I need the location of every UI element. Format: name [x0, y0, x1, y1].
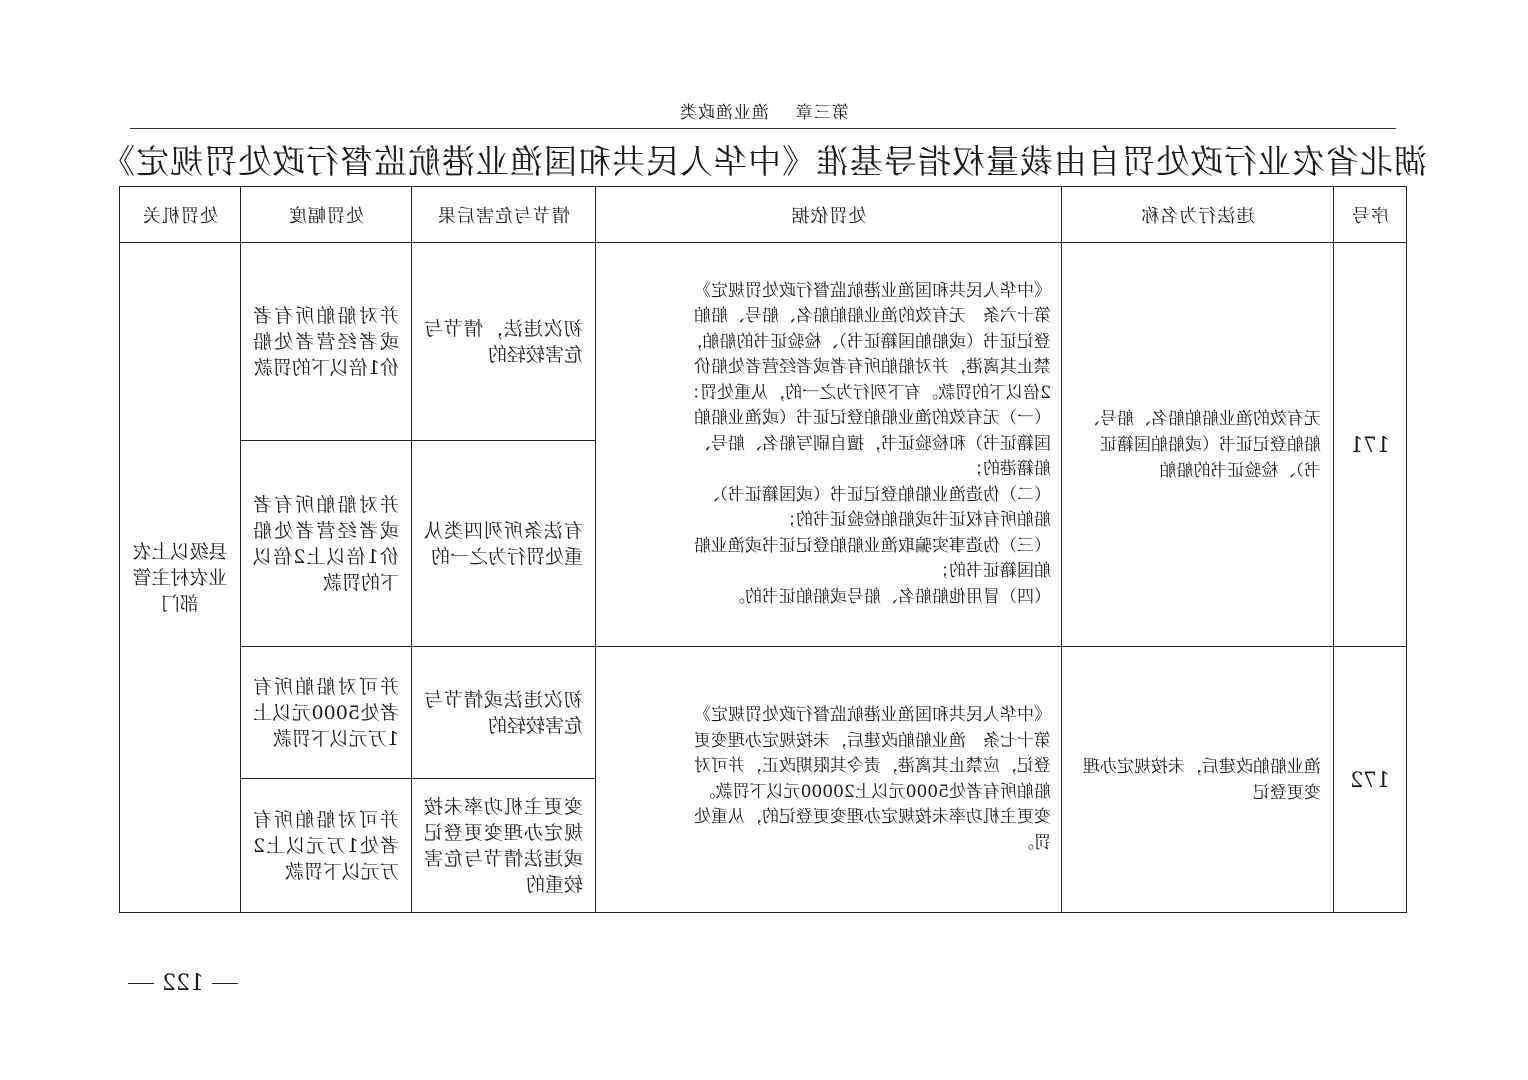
header-act: 违法行为名称	[1062, 187, 1334, 243]
basis-line: 船籍港的；	[966, 459, 1051, 480]
table-header-row	[120, 187, 1407, 243]
page-number	[128, 968, 238, 998]
violation-name: 无有效的渔业船舶船名、船号、船舶登记证书（或船舶国籍证书）、检验证书的船舶	[1062, 243, 1334, 647]
basis-line: 2倍以下的罚款。有下列行为之一的，从重处罚：	[683, 382, 1051, 403]
basis-line: 登记，应禁止其离港，责令其限期改正，并可对	[694, 756, 1051, 776]
basis-line: 船舶所有者处5000元以上20000元以下罚款。	[698, 781, 1051, 802]
violation-name: 渔业船舶改建后，未按规定办理变更登记	[1062, 647, 1334, 913]
section-label: 渔业渔政类	[679, 103, 769, 123]
header-circumstance: 情节与危害后果	[412, 187, 596, 243]
page-number-text: 122	[162, 970, 204, 996]
penalty-range-cell: 并可对船舶所有者处5000元以上1万元以下罚款	[241, 647, 412, 779]
header-rule	[130, 128, 1396, 129]
chapter-label: 第三章	[795, 103, 849, 123]
circumstance-cell: 初次违法，情节与危害较轻的	[412, 243, 596, 441]
penalty-basis	[596, 243, 1062, 647]
basis-line: 登记证书（或船舶国籍证书）、检验证书的船舶，	[685, 331, 1051, 352]
basis-line: （二）伪造渔业船舶登记证书（或国籍证书）、	[702, 484, 1051, 505]
basis-line: 国籍证书）和检验证书，擅自刷写船名、船号、	[694, 433, 1051, 454]
table-row	[120, 243, 1407, 441]
basis-line: 第十七条 渔业船舶改建后，未按规定办理变更	[694, 730, 1051, 751]
dash-left	[212, 983, 238, 984]
chapter-header	[0, 98, 1528, 124]
penalty-range-cell: 并可对船舶所有者处1万元以上2万元以下罚款	[241, 779, 412, 913]
penalty-table	[119, 186, 1407, 913]
penalty-authority: 县级以上农业农村主管部门	[120, 243, 241, 913]
basis-line: （一）无有效的渔业船舶登记证书（或渔业船舶	[694, 408, 1051, 429]
circumstance-cell: 有法条所列四类从重处罚行为之一的	[412, 441, 596, 647]
header-range: 处罚幅度	[241, 187, 412, 243]
penalty-range-cell: 并对船舶所有者或者经营者处船价1倍以下的罚款	[241, 243, 412, 441]
dash-right	[128, 983, 154, 984]
penalty-range-cell: 并对船舶所有者或者经营者处船价1倍以上2倍以下的罚款	[241, 441, 412, 647]
circumstance-cell: 初次违法或情节与危害较轻的	[412, 647, 596, 779]
basis-line: 船舶所有权证书或船舶检验证书的；	[779, 510, 1051, 531]
penalty-basis	[596, 647, 1062, 913]
header-basis: 处罚依据	[596, 187, 1062, 243]
page-title: 湖北省农业行政处罚自由裁量权指导基准《中华人民共和国渔业港航监督行政处罚规定》	[101, 142, 1427, 181]
header-no: 序号	[1334, 187, 1407, 243]
basis-line: 禁止其离港，并对船舶所有者或者经营者处船价	[694, 357, 1051, 378]
basis-line: 第十六条 无有效的渔业船舶船名、船号、船舶	[694, 306, 1051, 327]
basis-line: （四）冒用他船船名、船号或船舶证书的。	[728, 586, 1051, 607]
basis-line: （三）伪造事实骗取渔业船舶登记证书或渔业船	[694, 535, 1051, 556]
basis-line: 《中华人民共和国渔业港航监督行政处罚规定》	[694, 280, 1051, 301]
basis-line: 舶国籍证书的；	[932, 561, 1051, 582]
table-row	[120, 647, 1407, 779]
header-authority: 处罚机关	[120, 187, 241, 243]
basis-line: 《中华人民共和国渔业港航监督行政处罚规定》	[694, 705, 1051, 725]
row-number: 172	[1334, 647, 1407, 913]
basis-line: 变更主机功率未按规定办理变更登记的，从重处	[694, 807, 1051, 827]
circumstance-cell: 变更主机功率未按规定办理变更登记或违法情节与危害较重的	[412, 779, 596, 913]
row-number: 171	[1334, 243, 1407, 647]
basis-line: 罚。	[1017, 832, 1051, 853]
